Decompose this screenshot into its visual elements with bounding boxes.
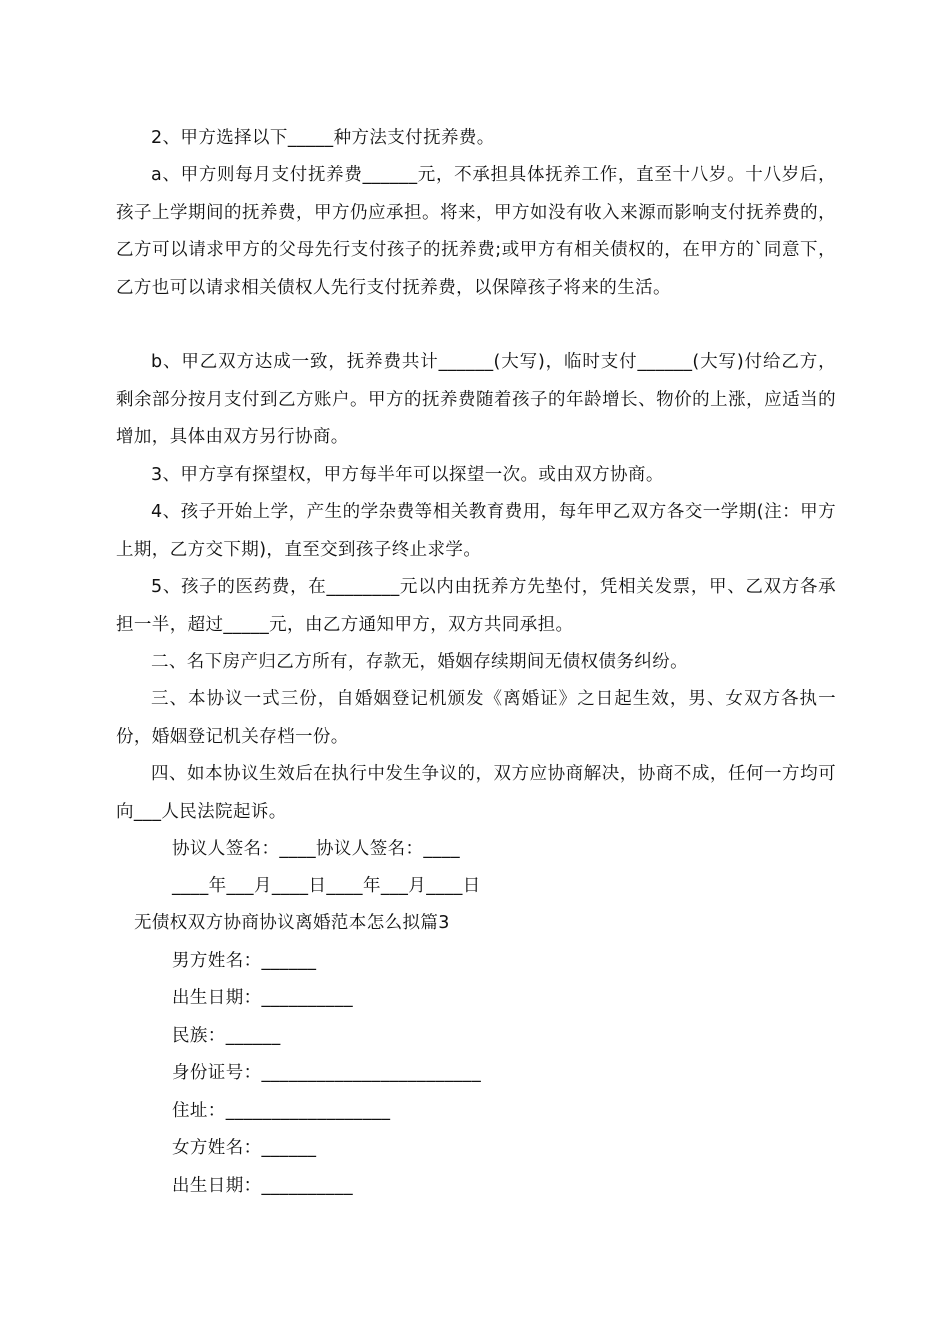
field-husband-birthdate: 出生日期：__________ <box>172 988 353 1008</box>
section-2-property: 二、名下房产归乙方所有，存款无，婚姻存续期间无债权债务纠纷。 <box>151 652 688 672</box>
field-wife-birthdate: 出生日期：__________ <box>172 1176 353 1196</box>
section-title: 无债权双方协商协议离婚范本怎么拟篇3 <box>134 913 450 933</box>
section-4-disputes: 四、如本协议生效后在执行中发生争议的，双方应协商解决，协商不成，任何一方均可向___人民法院起诉。 <box>116 764 836 822</box>
clause-2-payment-method: 2、甲方选择以下_____种方法支付抚养费。 <box>151 128 495 148</box>
clause-a-monthly-payment: a、甲方则每月支付抚养费______元，不承担具体抚养工作，直至十八岁。十八岁后，孩子上学期间的抚养费，甲方仍应承担。将来，甲方如没有收入来源而影响支付抚养费的，乙方可以请求甲方的父母先行支付孩子的抚养费;或甲方有相关债权的，在甲方的`同意下，乙方也可以请求相关债权人先行支付抚养费，以保障孩子将来的生活。 <box>116 165 836 298</box>
field-husband-id-number: 身份证号：________________________ <box>172 1063 482 1083</box>
field-husband-name: 男方姓名：______ <box>172 951 317 971</box>
clause-5-medical-fees: 5、孩子的医药费，在________元以内由抚养方先垫付，凭相关发票，甲、乙双方各承担一半，超过_____元，由乙方通知甲方，双方共同承担。 <box>116 577 836 635</box>
field-husband-ethnicity: 民族：______ <box>172 1026 281 1046</box>
signature-line: 协议人签名：____协议人签名：____ <box>172 839 460 859</box>
clause-4-education-fees: 4、孩子开始上学，产生的学杂费等相关教育费用，每年甲乙双方各交一学期(注：甲方上期，乙方交下期)，直至交到孩子终止求学。 <box>116 502 836 560</box>
clause-3-visitation: 3、甲方享有探望权，甲方每半年可以探望一次。或由双方协商。 <box>151 465 664 485</box>
clause-b-lump-sum: b、甲乙双方达成一致，抚养费共计______(大写)，临时支付______(大写)付给乙方，剩余部分按月支付到乙方账户。甲方的抚养费随着孩子的年龄增长、物价的上涨，应适当的增加，具体由双方另行协商。 <box>116 352 836 447</box>
field-husband-address: 住址：__________________ <box>172 1101 391 1121</box>
signature-date-line: ____年___月____日____年___月____日 <box>172 876 481 896</box>
field-wife-name: 女方姓名：______ <box>172 1138 317 1158</box>
section-3-copies: 三、本协议一式三份，自婚姻登记机颁发《离婚证》之日起生效，男、女双方各执一份，婚姻登记机关存档一份。 <box>116 689 836 747</box>
